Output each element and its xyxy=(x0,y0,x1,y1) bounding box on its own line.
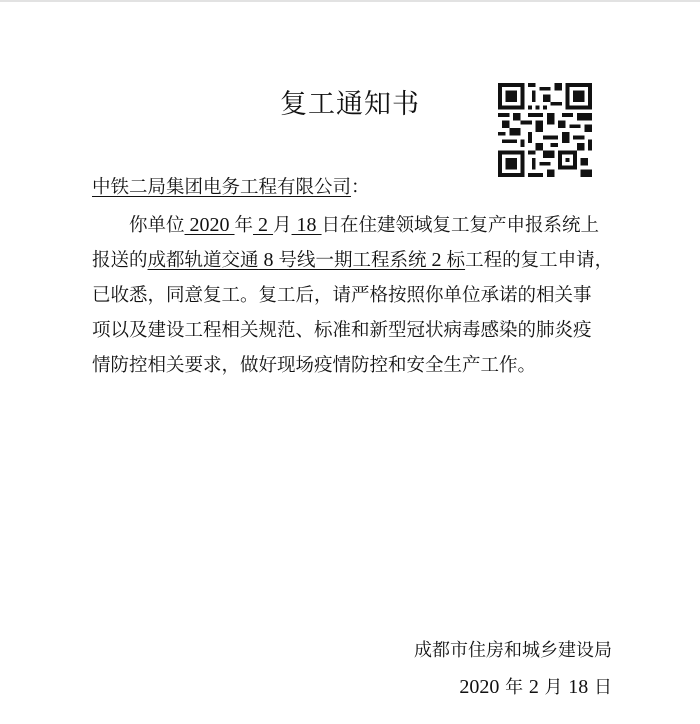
text: 日在住建领域复工复产申报系统上 xyxy=(321,215,600,236)
text: 标 xyxy=(446,250,466,271)
body-line-4: 项以及建设工程相关规范、标准和新型冠状病毒感染的肺炎疫 xyxy=(92,320,592,341)
project-name xyxy=(148,250,466,271)
text: 2020 xyxy=(459,676,500,698)
body-line-3: 已收悉，同意复工。复工后，请严格按照你单位承诺的相关事 xyxy=(92,285,592,306)
issue-date xyxy=(414,669,612,706)
text: 月 xyxy=(273,215,292,236)
addressee-colon: ： xyxy=(351,177,370,198)
text: 2 xyxy=(528,676,539,698)
signature-block xyxy=(414,633,612,706)
text: 号线一期工程系统 xyxy=(278,250,427,271)
text: 月 xyxy=(538,677,569,698)
text: 2 xyxy=(426,249,447,271)
qr-code-icon xyxy=(498,83,592,177)
text: 18 xyxy=(568,676,589,698)
text: 年 xyxy=(499,677,529,698)
body-line-1 xyxy=(92,208,632,243)
text: 日 xyxy=(588,677,612,698)
body-line-5: 情防控相关要求，做好现场疫情防控和安全生产工作。 xyxy=(92,355,537,376)
filled-month: 2 xyxy=(253,214,274,236)
text: 8 xyxy=(258,249,279,271)
text: 成都轨道交通 xyxy=(147,250,259,271)
top-border xyxy=(0,0,700,2)
notice-body xyxy=(92,208,632,383)
text: 报送的 xyxy=(92,250,148,271)
document-title: 复工通知书 xyxy=(280,89,420,120)
addressee-name: 中铁二局集团电务工程有限公司 xyxy=(92,177,352,198)
filled-day: 18 xyxy=(291,214,322,236)
text: 年 xyxy=(234,215,254,236)
addressee-line xyxy=(92,174,370,202)
filled-year: 2020 xyxy=(184,214,235,236)
text: 你单位 xyxy=(129,215,185,236)
text: 工程的复工申请， xyxy=(465,250,614,271)
body-line-2 xyxy=(92,243,632,278)
issuer-name: 成都市住房和城乡建设局 xyxy=(414,640,612,661)
